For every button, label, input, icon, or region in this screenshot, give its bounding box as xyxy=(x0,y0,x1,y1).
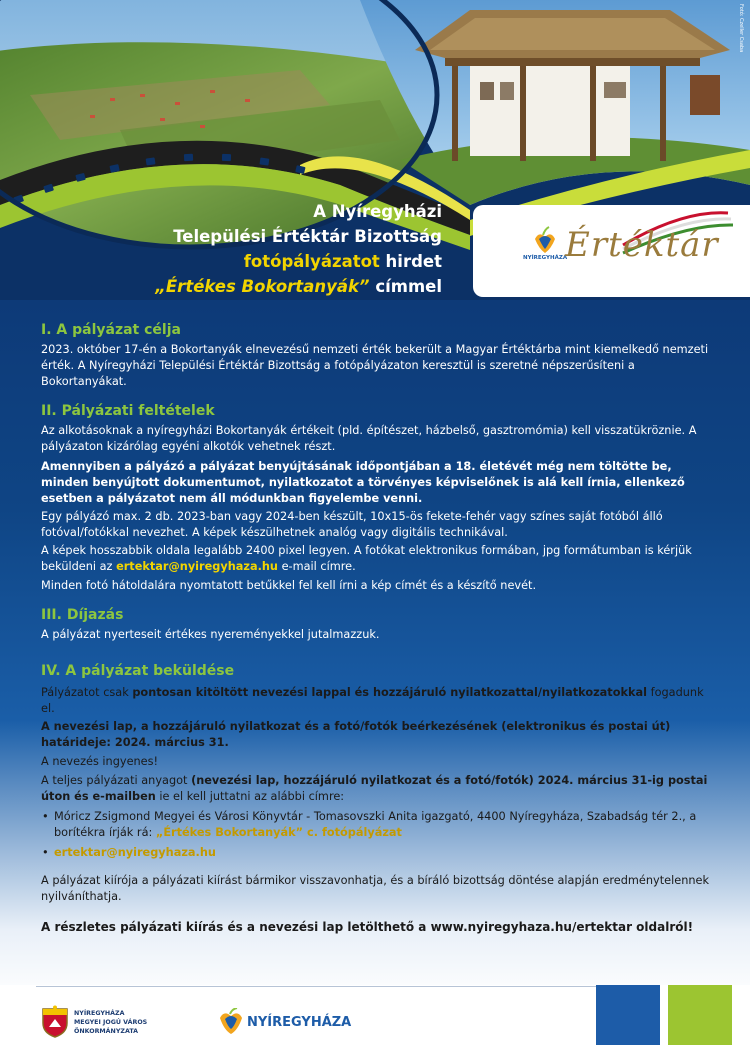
section-text: Az alkotásoknak a nyíregyházi Bokortanyák értékeit (pld. építészet, házbelső, gasztromómia) kell visszatükröznie. A pályázaton kizárólag egyéni alkotók vehetnek részt. xyxy=(41,424,697,453)
title-line-1: A Nyíregyházi xyxy=(313,202,442,221)
title-rest: hirdet xyxy=(379,252,442,271)
logo-city-name: NYÍREGYHÁZA xyxy=(523,255,568,261)
text-part: ie el kell juttatni az alábbi címre: xyxy=(155,790,345,803)
section-text: 2023. október 17-én a Bokortanyák elnevezésű nemzeti érték bekerült a Magyar Értéktárba mint kiemelkedő nemzeti érték. A Nyíregyházi Települési Értéktár Bizottság a fotópályázaton keresztül is szeretné népszerűsíteni a Bokortanyákat. xyxy=(41,343,709,388)
section-heading: II. Pályázati feltételek xyxy=(41,403,215,419)
text-part-bold: pontosan kitöltött nevezési lappal és hozzájáruló nyilatkozattal/nyilatkozatokkal xyxy=(132,686,647,699)
text-part: Pályázatot csak xyxy=(41,686,133,699)
section-prizes xyxy=(41,607,713,643)
title-rest: címmel xyxy=(369,277,442,296)
main-content xyxy=(41,322,713,948)
title-line-3 xyxy=(155,249,442,274)
section-text: Egy pályázó max. 2 db. 2023-ban vagy 2024-ben készült, 10x15-ös fekete-fehér vagy színes saját fotóból álló fotóval/fotókkal nevezhet. A képek készülhetnek analóg vagy digitális technikával. xyxy=(41,510,663,539)
page-title xyxy=(155,199,442,299)
section-heading: I. A pályázat célja xyxy=(41,322,181,338)
title-highlight: fotópályázatot xyxy=(243,252,380,271)
download-note: A részletes pályázati kiírás és a nevezési lap letölthető a www.nyiregyhaza.hu/ertektar oldalról! xyxy=(41,920,694,934)
photo-credit: Fotó: Czeller Csaba xyxy=(738,4,744,53)
text-part: A teljes pályázati anyagot xyxy=(41,774,192,787)
section-text: A pályázat nyerteseit értékes nyereményekkel jutalmazzuk. xyxy=(41,628,380,641)
list-item xyxy=(41,809,713,841)
section-conditions xyxy=(41,403,713,594)
address-list xyxy=(41,809,713,861)
nyiregyhaza-emblem-icon xyxy=(535,227,555,253)
footer-green-bar xyxy=(668,985,732,1045)
text-part: Móricz Zsigmond Megyei és Városi Könyvtár - Tomasovszki Anita igazgató, 4400 Nyíregyháza, Szabadság tér 2., a borítékra írják rá: xyxy=(54,810,697,839)
section-submission xyxy=(41,663,713,935)
footer-divider xyxy=(36,986,596,987)
logo-wordmark: Értéktár xyxy=(565,225,719,265)
text-part: e-mail címre. xyxy=(277,560,356,573)
crest-text xyxy=(74,1009,147,1036)
section-goal xyxy=(41,322,713,390)
section-text: Minden fotó hátoldalára nyomtatott betűkkel fel kell írni a kép címét és a készítő nevét. xyxy=(41,579,537,592)
text-part-bold: (nevezési lap, hozzájáruló nyilatkozat és a fotó/fotók) 2024. március 31-ig postai úton és e-mailben xyxy=(41,774,708,803)
section-heading: III. Díjazás xyxy=(41,607,124,623)
list-item xyxy=(41,845,713,861)
crest-line: ÖNKORMÁNYZATA xyxy=(74,1028,139,1035)
email-link[interactable]: ertektar@nyiregyhaza.hu xyxy=(116,560,278,573)
ertektar-logo-box xyxy=(473,205,750,297)
email-link[interactable]: ertektar@nyiregyhaza.hu xyxy=(54,846,216,859)
section-text xyxy=(41,773,713,805)
deadline-text: A nevezési lap, a hozzájáruló nyilatkozat és a fotó/fotók beérkezésének (elektronikus és postai út) határideje: 2024. március 31. xyxy=(41,720,671,749)
crest-line: MEGYEI JOGÚ VÁROS xyxy=(74,1019,148,1026)
text-part: A képek hosszabbik oldala legalább 2400 pixel legyen. A fotókat elektronikus formában, jpg formátumban is kérjük beküldeni az xyxy=(41,544,692,573)
section-text xyxy=(41,685,713,717)
title-line-2: Települési Értéktár Bizottság xyxy=(173,227,442,246)
title-quote: „Értékes Bokortanyák” xyxy=(155,277,370,296)
section-text-bold: Amennyiben a pályázó a pályázat benyújtásának időpontjában a 18. életévét még nem töltötte be, minden benyújtott dokumentumot, nyilatkozatot a törvényes képviselőnek is alá kell írnia, ellenkező esetben a pályázatot nem áll módunkban figyelembe venni. xyxy=(41,460,685,505)
section-text xyxy=(41,543,713,575)
city-crest-icon xyxy=(40,1005,70,1039)
title-line-4 xyxy=(155,274,442,299)
text-part: fogadunk el. xyxy=(41,686,704,715)
section-heading: IV. A pályázat beküldése xyxy=(41,663,235,679)
section-text: A pályázat kiírója a pályázati kiírást bármikor visszavonhatja, és a bíráló bizottság döntése alapján eredménytelennek nyilváníthatja. xyxy=(41,874,709,903)
footer-blue-bar xyxy=(596,985,660,1045)
nyiregyhaza-logo-icon xyxy=(218,1008,244,1036)
crest-line: NYÍREGYHÁZA xyxy=(74,1010,125,1017)
text-part-highlight: „Értékes Bokortanyák” c. fotópályázat xyxy=(155,826,402,839)
free-entry-text: A nevezés ingyenes! xyxy=(41,755,159,768)
footer-city-logo-text: NYÍREGYHÁZA xyxy=(247,1015,352,1030)
